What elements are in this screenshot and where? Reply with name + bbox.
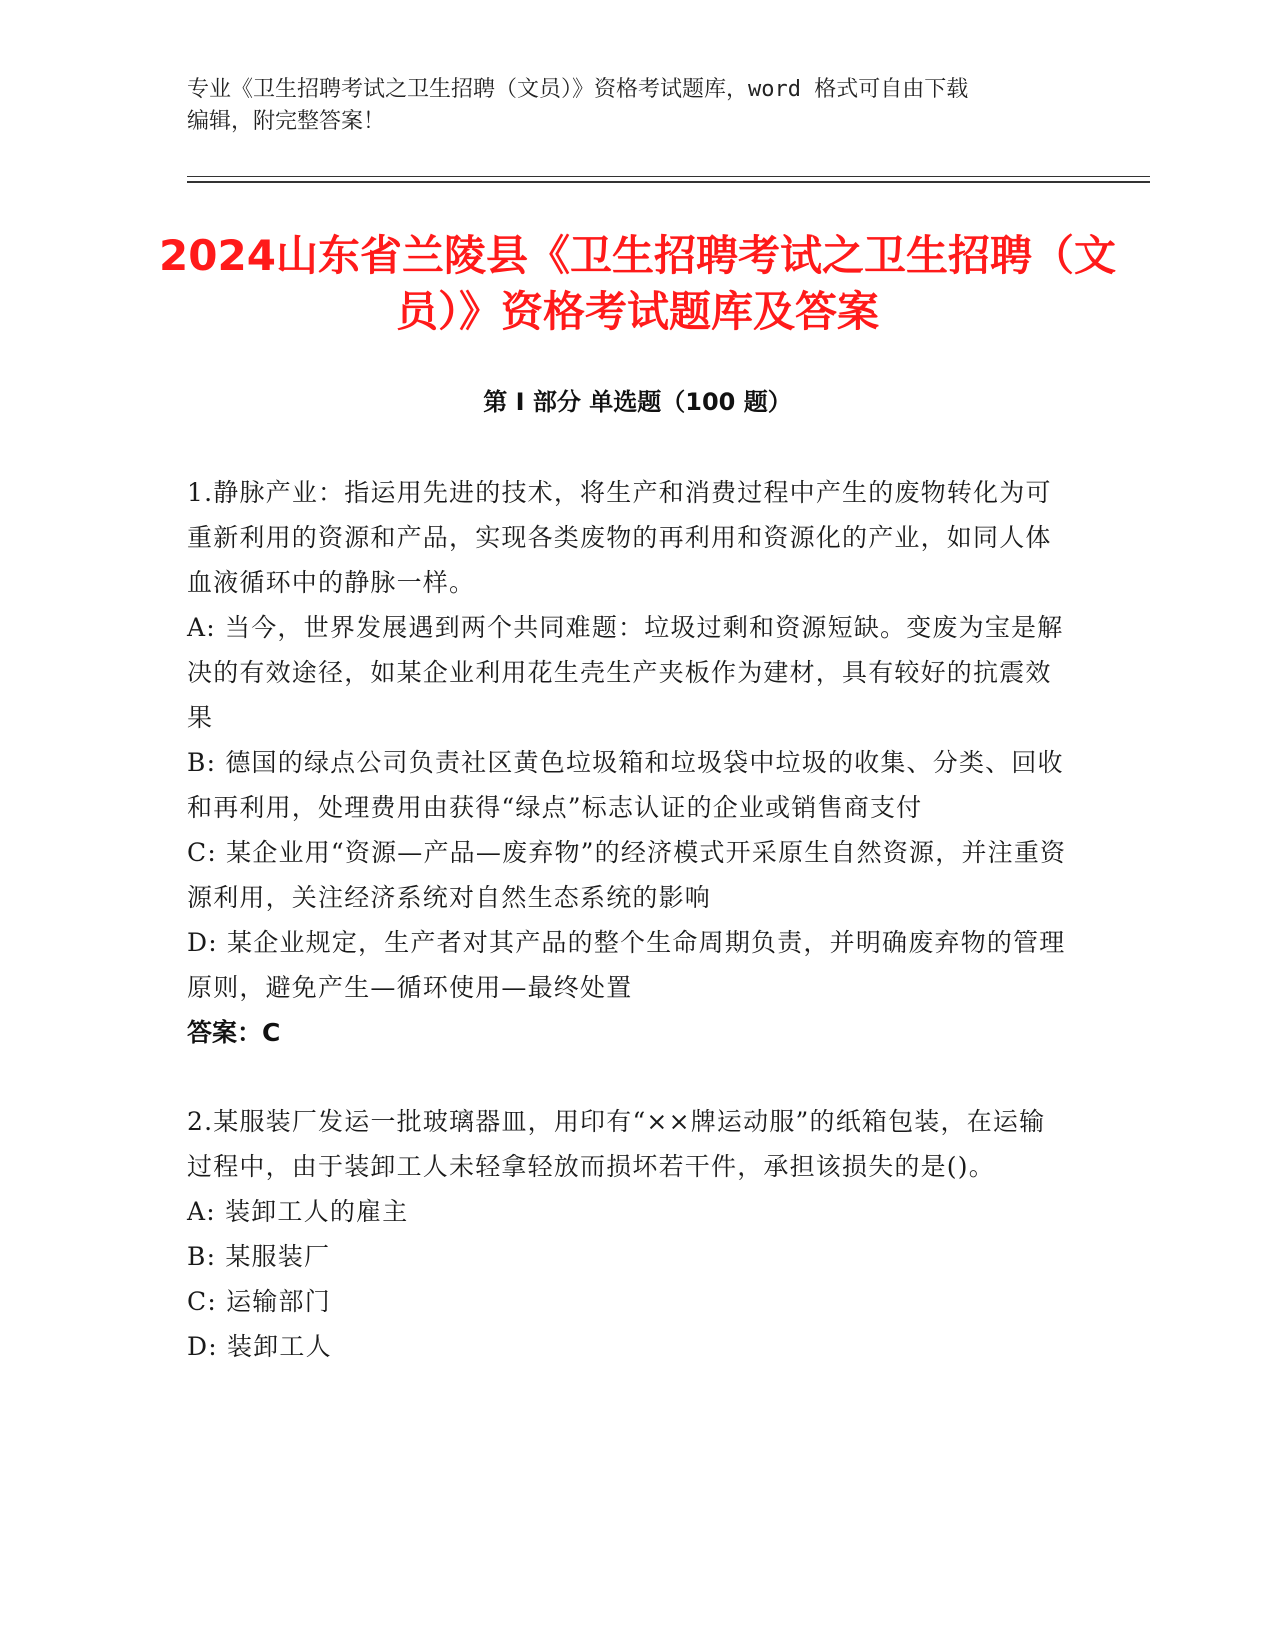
option-c: C: 运输部门 xyxy=(187,1287,331,1316)
option-c: C: 某企业用“资源—产品—废弃物”的经济模式开采原生自然资源，并注重资源利用，关注经济系统对自然生态系统的影响 xyxy=(187,838,1067,912)
option-a: A: 当今，世界发展遇到两个共同难题：垃圾过剩和资源短缺。变废为宝是解决的有效途径，如某企业利用花生壳生产夹板作为建材，具有较好的抗震效果 xyxy=(187,613,1064,732)
question-text: 1.静脉产业：指运用先进的技术，将生产和消费过程中产生的废物转化为可重新利用的资源和产品，实现各类废物的再利用和资源化的产业，如同人体血液循环中的静脉一样。 xyxy=(187,478,1052,597)
option-b: B: 德国的绿点公司负责社区黄色垃圾箱和垃圾袋中垃圾的收集、分类、回收和再利用，处理费用由获得“绿点”标志认证的企业或销售商支付 xyxy=(187,748,1064,822)
question-list xyxy=(187,470,1067,1369)
question-text: 2.某服装厂发运一批玻璃器皿，用印有“××牌运动服”的纸箱包装，在运输过程中，由于装卸工人未轻拿轻放而损坏若干件，承担该损失的是()。 xyxy=(187,1107,1046,1181)
header-note: 专业《卫生招聘考试之卫生招聘（文员）》资格考试题库，word 格式可自由下载 编辑，附完整答案！ xyxy=(187,77,969,134)
option-d: D: 某企业规定，生产者对其产品的整个生命周期负责，并明确废弃物的管理原则，避免产生—循环使用—最终处置 xyxy=(187,928,1066,1002)
question-1 xyxy=(187,470,1067,1055)
option-a: A: 装卸工人的雇主 xyxy=(187,1197,409,1226)
option-d: D: 装卸工人 xyxy=(187,1332,332,1361)
document-title: 2024山东省兰陵县《卫生招聘考试之卫生招聘（文员）》资格考试题库及答案 xyxy=(159,231,1116,336)
section-heading: 第 I 部分 单选题（100 题） xyxy=(483,388,792,416)
header-divider-thick xyxy=(187,181,1150,183)
header-divider-thin xyxy=(187,176,1150,177)
option-b: B: 某服装厂 xyxy=(187,1242,331,1271)
answer-label: 答案：C xyxy=(187,1018,281,1047)
question-2 xyxy=(187,1099,1067,1369)
